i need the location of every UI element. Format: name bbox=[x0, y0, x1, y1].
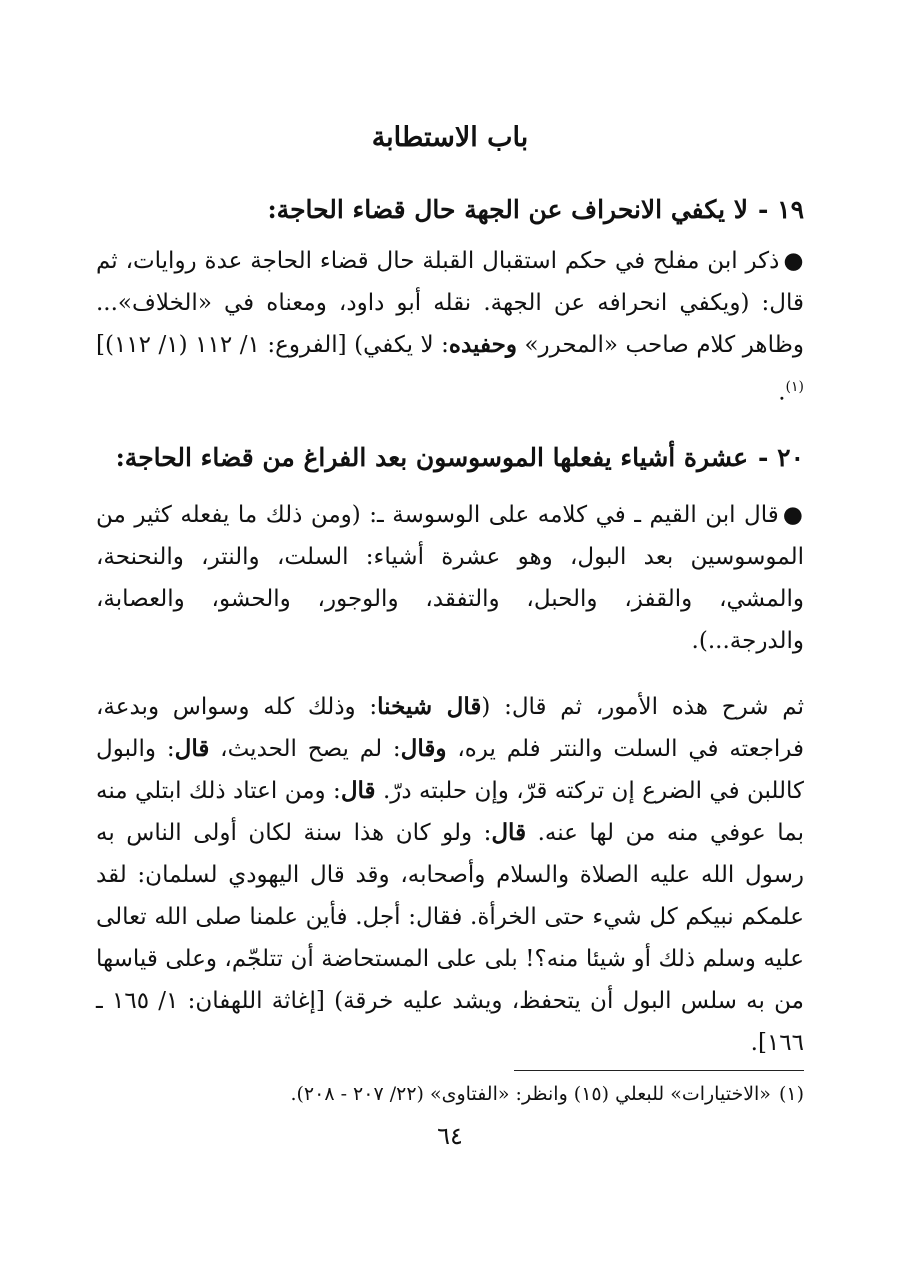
paragraph-text: : ومن اعتاد ذلك ابتلي منه بما عوفي منه من لها عنه. bbox=[96, 778, 805, 846]
paragraph-text: قال ابن القيم ـ في كلامه على الوسوسة ـ: (ومن ذلك ما يفعله كثير من الموسوسين بعد البول، وهو عشرة أشياء: السلت، والنتر، والنحنحة، والمشي، والقفز، والحبل، والتفقد، والوجور، والحشو، والعصابة، والدرجة...). bbox=[96, 502, 804, 654]
bold-term: قال bbox=[174, 735, 210, 762]
paragraph-text: ذكر ابن مفلح في حكم استقبال القبلة حال قضاء الحاجة عدة روايات، ثم قال: (ويكفي انحرافه عن الجهة. نقله أبو داود، ومعناه في «الخلاف»... وظاهر كلام صاحب «المحرر» bbox=[96, 248, 804, 358]
page-number: ٦٤ bbox=[437, 1122, 463, 1150]
footnote-reference: (١) bbox=[785, 379, 804, 395]
paragraph-text: : والبول كاللبن في الضرع إن تركته قرّ، وإن حلبته درّ. bbox=[96, 736, 804, 804]
bold-term: قال شيخنا bbox=[377, 693, 482, 720]
paragraph-text: ثم شرح هذه الأمور، ثم قال: ( bbox=[481, 694, 804, 720]
chapter-title: باب الاستطابة bbox=[371, 122, 529, 153]
paragraph-text: . bbox=[778, 379, 786, 406]
section-heading-19 bbox=[96, 192, 804, 228]
paragraph-text: : لم يصح الحديث، bbox=[209, 736, 401, 762]
footnote bbox=[96, 1078, 804, 1110]
section-title: لا يكفي الانحراف عن الجهة حال قضاء الحاجة: bbox=[267, 195, 749, 224]
footnote-mark: (١) bbox=[778, 1083, 804, 1105]
paragraph-explanation bbox=[96, 686, 804, 1064]
footnote-divider bbox=[514, 1070, 804, 1071]
paragraph-ibn-alqayyim bbox=[96, 494, 804, 662]
section-heading-20 bbox=[96, 440, 804, 476]
paragraph-ibn-muflih bbox=[96, 240, 804, 414]
bullet-icon: ● bbox=[782, 502, 805, 528]
paragraph-text: : ولو كان هذا سنة لكان أولى الناس به رسول الله عليه الصلاة والسلام وأصحابه، وقد قال اليهودي لسلمان: لقد علمكم نبيكم كل شيء حتى الخرأة. فقال: أجل. فأين علمنا صلى الله تعالى عليه وسلم ذلك أو شيئا منه؟! بلى على المستحاضة أن تتلجّم، وعلى قياسها من به سلس البول أن يتحفظ، ويشد عليه خرقة) [إغاثة اللهفان: ١/ ١٦٥ ـ ١٦٦]. bbox=[96, 820, 804, 1056]
bold-term: قال bbox=[340, 777, 376, 804]
bold-term: قال bbox=[491, 819, 527, 846]
paragraph-text: : وذلك كله وسواس وبدعة، فراجعته في السلت والنتر فلم يره، bbox=[96, 694, 804, 762]
section-number: ١٩ - bbox=[758, 195, 804, 224]
section-number: ٢٠ - bbox=[758, 443, 804, 472]
bold-term: وقال bbox=[400, 735, 447, 762]
paragraph-text: : لا يكفي) [الفروع: ١/ ١١٢ (١/ ١١٢)] bbox=[96, 332, 449, 358]
footnote-text: «الاختيارات» للبعلي (١٥) وانظر: «الفتاوى» (٢٢/ ٢٠٧ - ٢٠٨). bbox=[290, 1083, 771, 1105]
bullet-icon: ● bbox=[783, 248, 804, 274]
section-title: عشرة أشياء يفعلها الموسوسون بعد الفراغ من قضاء الحاجة: bbox=[115, 443, 749, 472]
bold-term: وحفيده bbox=[448, 331, 517, 358]
